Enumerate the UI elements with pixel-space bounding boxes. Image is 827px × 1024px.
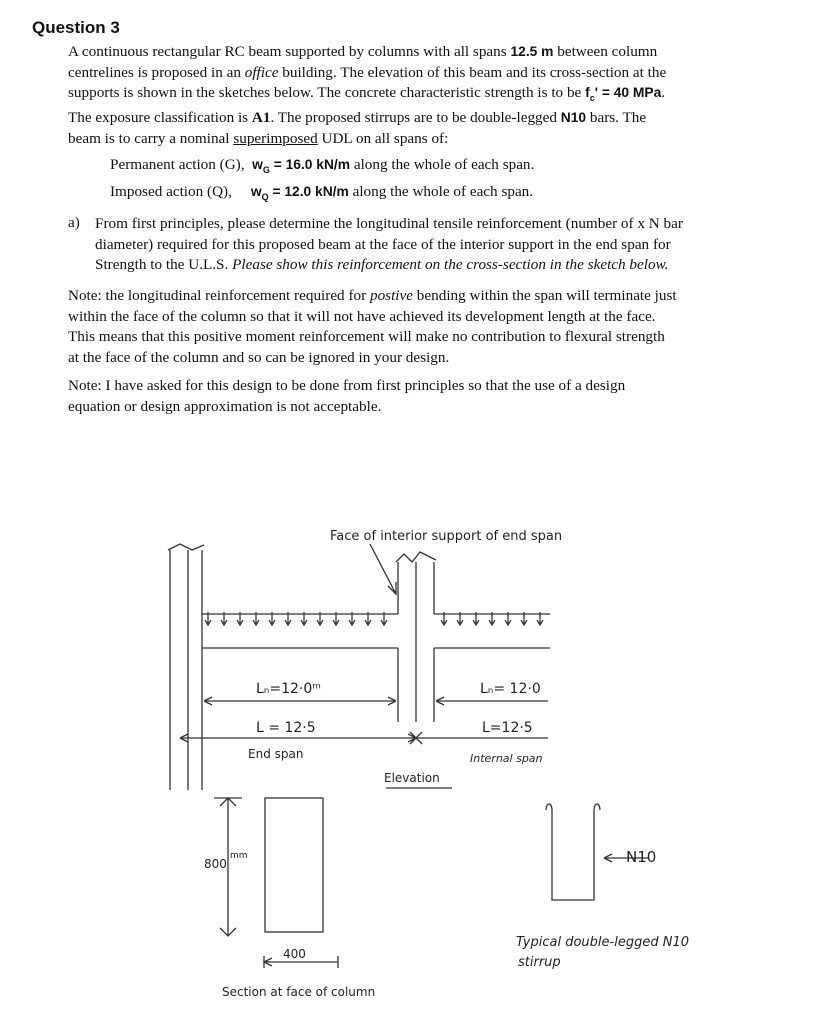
depth-label: 800 bbox=[204, 857, 227, 871]
stirrup-caption-1: Typical double-legged N10 bbox=[516, 935, 689, 950]
beam-sketch bbox=[0, 500, 827, 1010]
stirrup-shape bbox=[546, 804, 600, 900]
face-pointer-arrow bbox=[370, 544, 396, 594]
bar-label: N10 bbox=[626, 848, 657, 866]
face-pointer-arrowhead bbox=[388, 582, 396, 594]
intro-paragraph: A continuous rectangular RC beam supported by columns with all spans 12.5 m between column centrelines is proposed in an office building. The elevation of this beam and its cross-section at the supports is shown in the sketches below. The concrete characteristic strength is to be $f_c' = 40$ MPa. The exposure classification is A1. The proposed stirrups are to be double-legged N10 bars. The beam is to carry a nominal superimposed UDL on all spans of: bbox=[68, 43, 667, 147]
clear-span-dim-left bbox=[204, 697, 396, 705]
clear-span-dim-right bbox=[436, 697, 548, 705]
note-positive-moment: Note: the longitudinal reinforcement required for postive bending within the span will terminate just within the face of the column so that it will not have achieved its development length at the face. This means that this positive moment reinforcement will make no contribution to flexural strength at the face of the column and so can be ignored in your design. bbox=[68, 287, 677, 366]
interior-column bbox=[398, 562, 434, 722]
span-left-label: L = 12·5 bbox=[256, 720, 316, 736]
load-imposed: Imposed action (Q), $w_Q = 12.0$ kN/m along the whole of each span. bbox=[110, 183, 534, 202]
stirrup-caption-2: stirrup bbox=[518, 955, 561, 970]
left-column bbox=[170, 550, 202, 790]
face-label: Face of interior support of end span bbox=[330, 529, 563, 544]
load-permanent: Permanent action (G), $w_G = 16.0$ kN/m along the whole of each span. bbox=[110, 156, 535, 175]
clear-span-left-label: Lₙ=12·0ᵐ bbox=[256, 681, 322, 697]
part-a-label: a) bbox=[68, 214, 80, 231]
depth-unit: mm bbox=[230, 851, 248, 861]
width-label: 400 bbox=[283, 947, 306, 961]
end-span-label: End span bbox=[248, 747, 304, 761]
part-a-text: From first principles, please determine the longitudinal tensile reinforcement (number of x N bar diameter) required for this proposed beam at the face of the interior support in the end span for Strength to the U.L.S. Please show this reinforcement on the cross-section in the sketch below. bbox=[95, 215, 683, 273]
clear-span-right-label: Lₙ= 12·0 bbox=[480, 681, 541, 697]
section-label: Section at face of column bbox=[222, 985, 376, 999]
beam-cross-section bbox=[265, 798, 323, 932]
note-first-principles: Note: I have asked for this design to be done from first principles so that the use of a design equation or design approximation is not acceptable. bbox=[68, 377, 626, 415]
span-right-label: L=12·5 bbox=[482, 720, 533, 736]
elevation-label: Elevation bbox=[384, 771, 440, 785]
internal-span-label: Internal span bbox=[470, 752, 543, 765]
left-column-break bbox=[168, 544, 204, 550]
interior-column-break bbox=[396, 552, 436, 562]
question-title: Question 3 bbox=[32, 18, 120, 37]
